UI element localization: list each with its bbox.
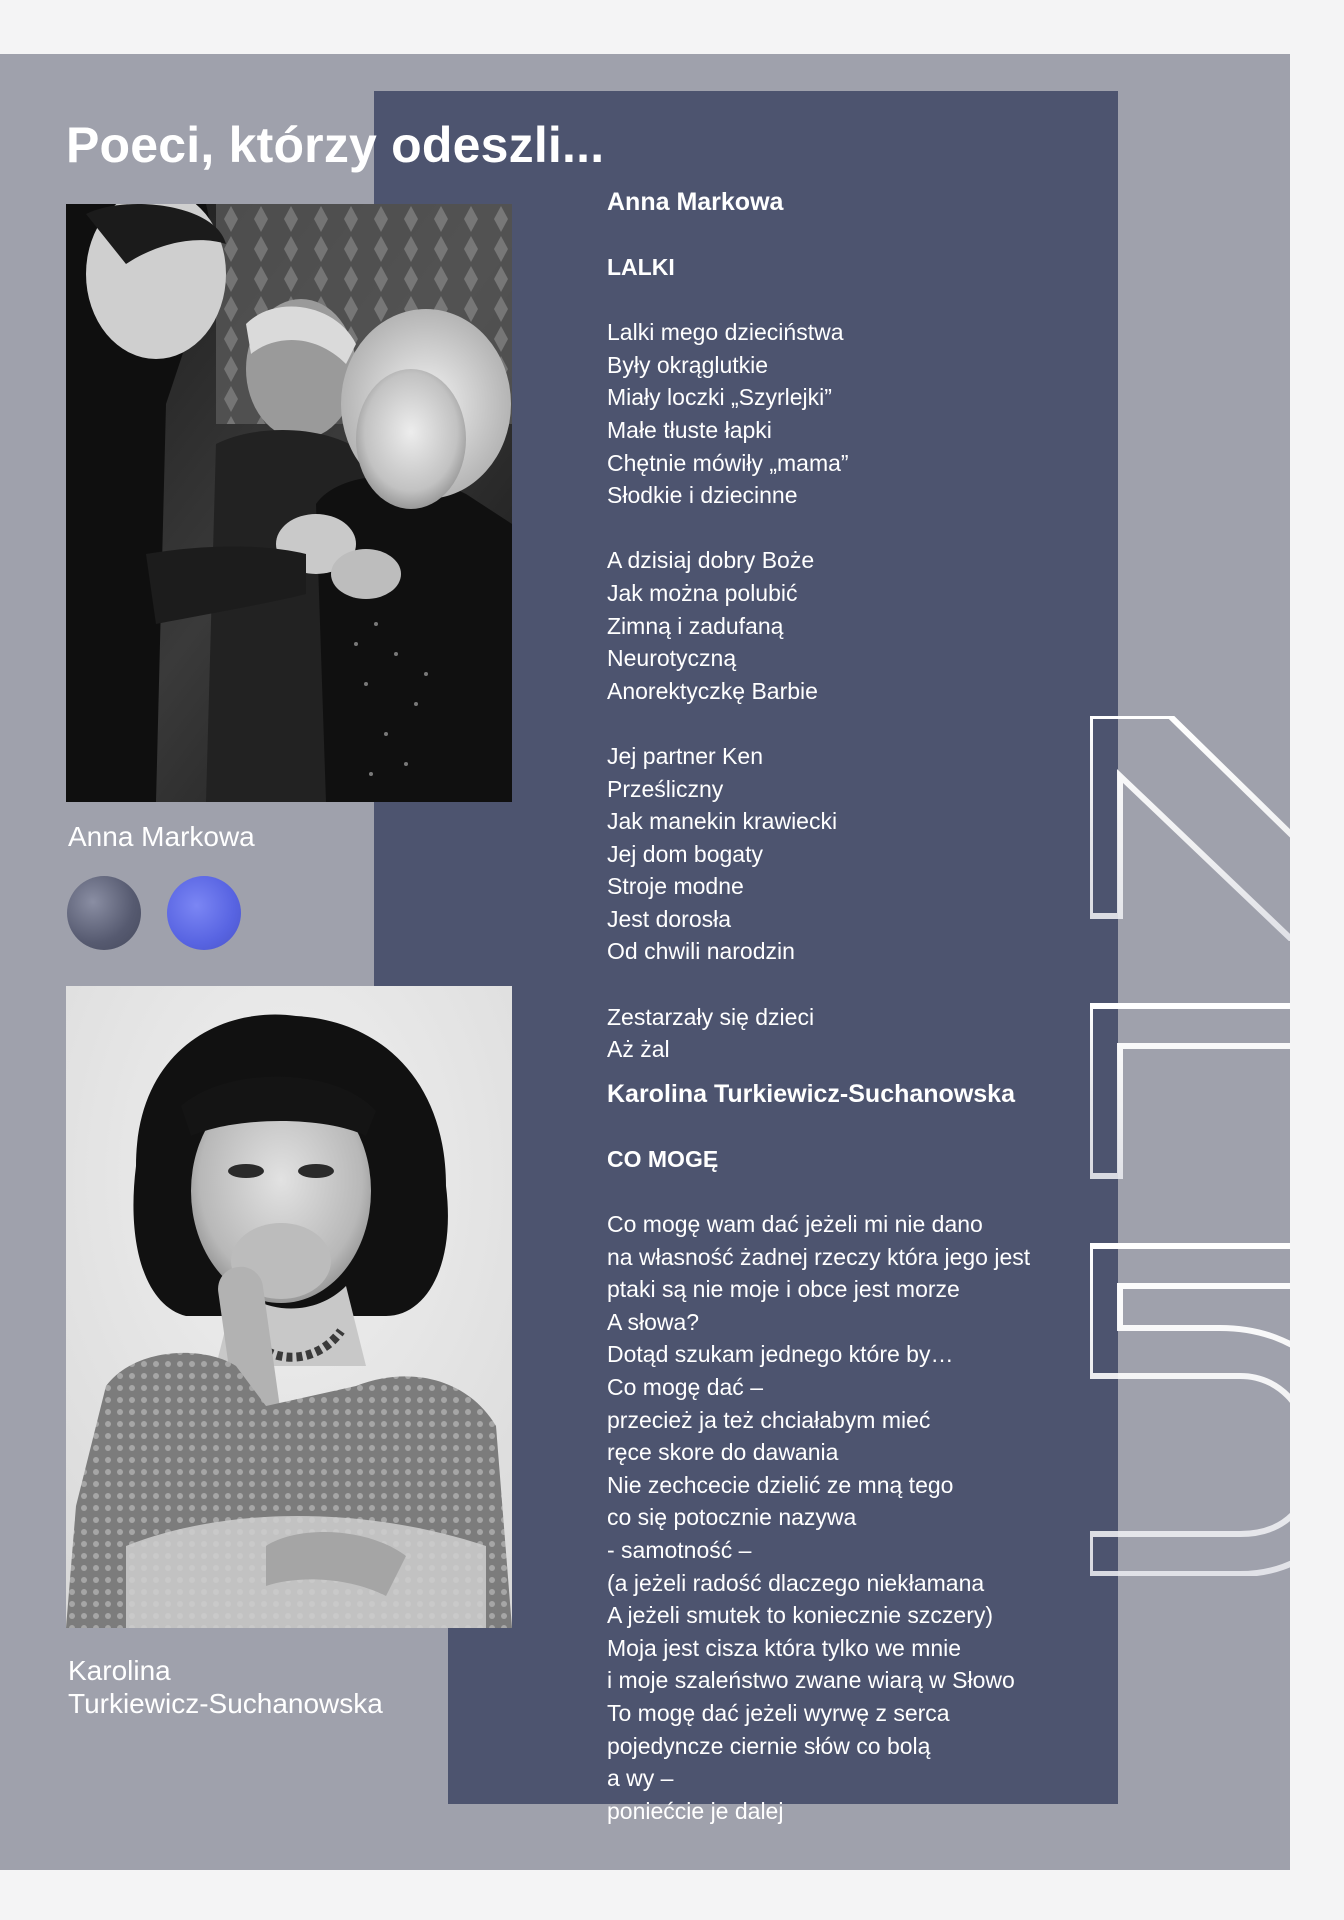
caption-line-2: Turkiewicz-Suchanowska bbox=[68, 1688, 383, 1719]
poem-line: Nie zechcecie dzielić ze mną tego bbox=[607, 1471, 954, 1498]
photo-karolina-turkiewicz-suchanowska bbox=[66, 986, 512, 1628]
poem-line: ptaki są nie moje i obce jest morze bbox=[607, 1276, 960, 1303]
poem-line: przecież ja też chciałabym mieć bbox=[607, 1406, 931, 1433]
poem-line: Chętnie mówiły „mama” bbox=[607, 449, 849, 476]
poem-line: - samotność – bbox=[607, 1536, 752, 1563]
poem-line: Stroje modne bbox=[607, 873, 744, 900]
poem-line: a wy – bbox=[607, 1765, 674, 1792]
poem-line: A dzisiaj dobry Boże bbox=[607, 547, 815, 574]
poem-line: Od chwili narodzin bbox=[607, 938, 795, 965]
watermark-letter-l bbox=[1090, 1006, 1290, 1176]
watermark-letter-p bbox=[1090, 1246, 1290, 1574]
poem-line: Były okrąglutkie bbox=[607, 351, 769, 378]
poem-line: Jest dorosła bbox=[607, 905, 732, 932]
poem-line: Jak manekin krawiecki bbox=[607, 808, 838, 835]
poem-line: i moje szaleństwo zwane wiarą w Słowo bbox=[607, 1667, 1015, 1694]
poem-line: Jej dom bogaty bbox=[607, 840, 763, 867]
poem-line: Miały loczki „Szyrlejki” bbox=[607, 384, 832, 411]
poem-line: Jak można polubić bbox=[607, 579, 798, 606]
photo-caption-anna-markowa: Anna Markowa bbox=[68, 821, 255, 852]
poem-line: Co mogę dać – bbox=[607, 1374, 763, 1400]
photo-caption-karolina bbox=[68, 1654, 383, 1720]
poem-line: Słodkie i dziecinne bbox=[607, 482, 798, 509]
poem-line: Zestarzały się dzieci bbox=[607, 1003, 815, 1030]
poem-line: A słowa? bbox=[607, 1308, 700, 1335]
poem-line: Dotąd szukam jednego które by… bbox=[607, 1341, 954, 1368]
poem-line: Neurotyczną bbox=[607, 645, 737, 672]
poem-line: Prześliczny bbox=[607, 775, 724, 802]
caption-line-1: Karolina bbox=[68, 1655, 171, 1686]
poem-title: LALKI bbox=[607, 254, 675, 280]
poem-line: Lalki mego dzieciństwa bbox=[607, 319, 844, 346]
poems-column bbox=[607, 186, 1087, 1827]
poem-title: CO MOGĘ bbox=[607, 1145, 719, 1172]
poem-line: Zimną i zadufaną bbox=[607, 612, 784, 639]
zlp-watermark bbox=[1090, 716, 1290, 1576]
poem-line: Moja jest cisza która tylko we mnie bbox=[607, 1634, 962, 1661]
page-sheet bbox=[0, 54, 1290, 1870]
poem-line: ręce skore do dawania bbox=[607, 1439, 839, 1466]
poem-author: Karolina Turkiewicz-Suchanowska bbox=[607, 1079, 1015, 1108]
poem-line: co się potocznie nazywa bbox=[607, 1504, 857, 1531]
poem-line: (a jeżeli radość dlaczego niekłamana bbox=[607, 1569, 985, 1596]
poem-line: Anorektyczkę Barbie bbox=[607, 677, 818, 704]
poem-line: poniećcie je dalej bbox=[607, 1797, 784, 1824]
poem-line: pojedyncze ciernie słów co bolą bbox=[607, 1732, 931, 1759]
poem-line: Małe tłuste łapki bbox=[607, 416, 772, 443]
poem-author: Anna Markowa bbox=[607, 188, 784, 216]
poem-line: Co mogę wam dać jeżeli mi nie dano bbox=[607, 1211, 983, 1238]
poem-line: Jej partner Ken bbox=[607, 742, 763, 769]
poem-line: To mogę dać jeżeli wyrwę z serca bbox=[607, 1699, 950, 1726]
page-title: Poeci, którzy odeszli... bbox=[66, 117, 605, 173]
poem-line: na własność żadnej rzeczy która jego jest bbox=[607, 1243, 1031, 1270]
swatch-blue bbox=[167, 876, 241, 950]
watermark-letter-z bbox=[1090, 716, 1290, 938]
photo-anna-markowa bbox=[66, 204, 512, 802]
poem-line: Aż żal bbox=[607, 1036, 670, 1063]
swatch-gray bbox=[67, 876, 141, 950]
poem-line: A jeżeli smutek to koniecznie szczery) bbox=[607, 1602, 994, 1629]
